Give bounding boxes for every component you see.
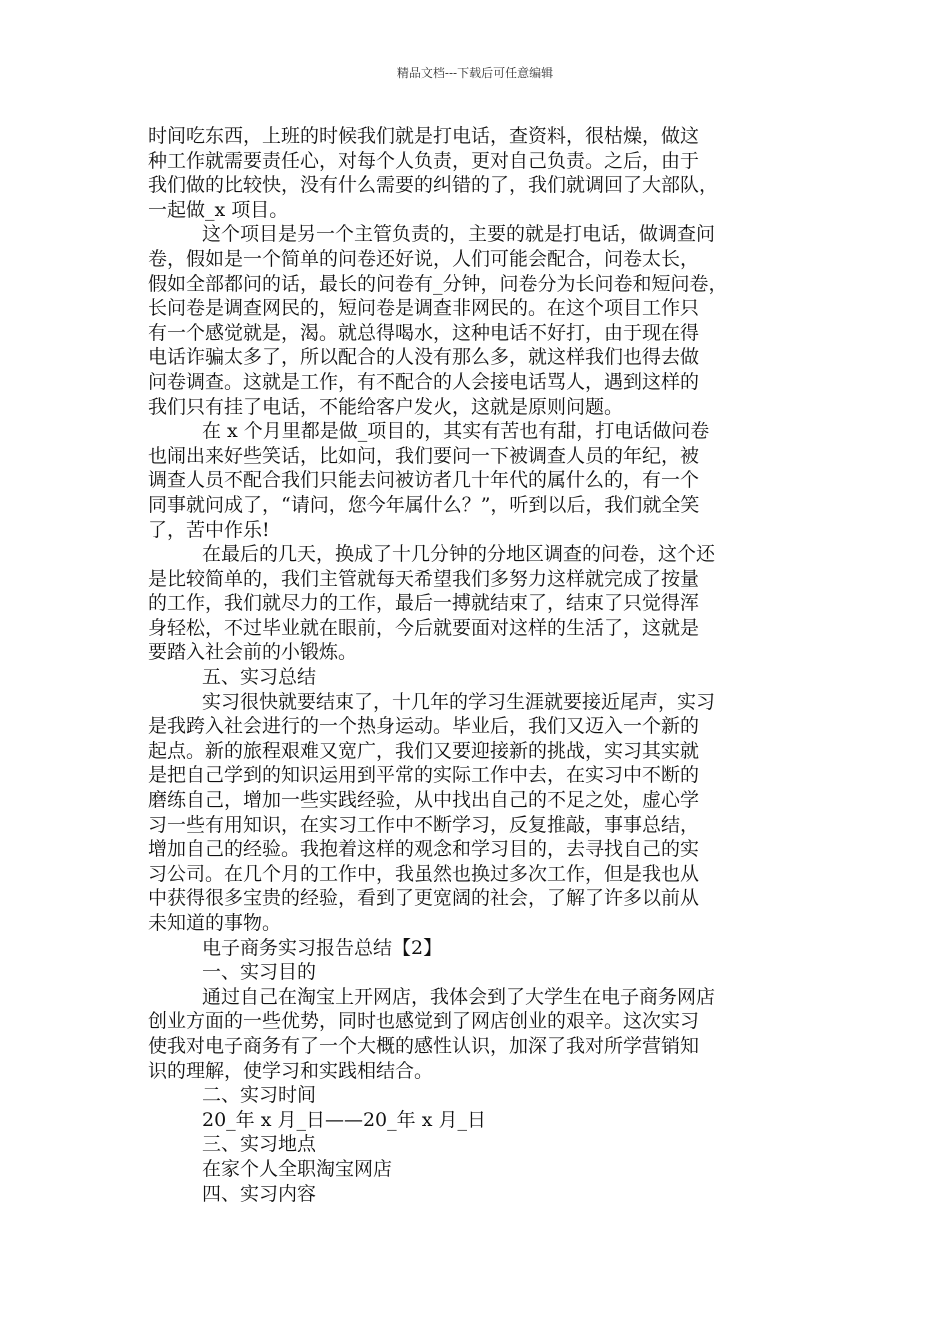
text-line: 五、实习总结 [202,666,317,689]
page-header [0,66,950,80]
text-line: 是比较简单的，我们主管就每天希望我们多努力这样就完成了按量 [148,567,700,590]
text-line: 种工作就需要责任心，对每个人负责，更对自己负责。之后，由于 [148,149,700,172]
text-line: 使我对电子商务有了一个大概的感性认识，加深了我对所学营销知 [148,1034,700,1057]
text-line: 问卷调查。这就是工作，有不配合的人会接电话骂人，遇到这样的 [148,370,700,393]
text-line: 起点。新的旅程艰难又宽广，我们又要迎接新的挑战，实习其实就 [148,739,700,762]
text-line: 三、实习地点 [202,1133,317,1156]
text-line: 身轻松，不过毕业就在眼前，今后就要面对这样的生活了，这就是 [148,616,700,639]
text-line: 要踏入社会前的小锻炼。 [148,641,358,664]
text-line: 电子商务实习报告总结【2】 [202,936,443,959]
text-line: 在 x 个月里都是做_项目的，其实有苦也有甜，打电话做问卷 [202,420,710,443]
page-header-text: 精品文档---下载后可任意编辑 [396,66,554,80]
text-line: 时间吃东西，上班的时候我们就是打电话，查资料，很枯燥，做这 [148,125,700,147]
text-line: 同事就问成了，“请问，您今年属什么？”，听到以后，我们就全笑 [148,493,700,516]
text-line: 卷，假如是一个简单的问卷还好说，人们可能会配合，问卷太长， [148,247,700,270]
text-line: 在家个人全职淘宝网店 [202,1157,393,1180]
text-line: 四、实习内容 [202,1182,317,1205]
text-line: 我们做的比较快，没有什么需要的纠错的了，我们就调回了大部队， [148,174,719,197]
text-line: 调查人员不配合我们只能去问被访者几十年代的属什么的，有一个 [148,469,700,492]
text-line: 在最后的几天，换成了十几分钟的分地区调查的问卷，这个还 [202,543,716,566]
text-line: 创业方面的一些优势，同时也感觉到了网店创业的艰辛。这次实习 [148,1010,700,1033]
text-line: 磨练自己，增加一些实践经验，从中找出自己的不足之处，虚心学 [148,789,700,812]
text-line: 一起做_x 项目。 [148,198,289,221]
text-line: 电话诈骗太多了，所以配合的人没有那么多，就这样我们也得去做 [148,346,700,369]
text-line: 是把自己学到的知识运用到平常的实际工作中去，在实习中不断的 [148,764,700,787]
text-line: 实习很快就要结束了，十几年的学习生涯就要接近尾声，实习 [202,690,716,713]
text-line: 识的理解，使学习和实践相结合。 [148,1059,434,1082]
text-line: 也闹出来好些笑话，比如问，我们要问一下被调查人员的年纪，被 [148,444,700,467]
document-body [148,124,818,1206]
text-line: 的工作，我们就尽力的工作，最后一搏就结束了，结束了只觉得浑 [148,592,700,615]
text-line: 是我跨入社会进行的一个热身运动。毕业后，我们又迈入一个新的 [148,715,700,738]
text-line: 长问卷是调查网民的，短问卷是调查非网民的。在这个项目工作只 [148,297,700,320]
text-line: 了，苦中作乐! [148,518,270,541]
text-line: 这个项目是另一个主管负责的，主要的就是打电话，做调查问 [202,223,716,246]
text-line: 有一个感觉就是，渴。就总得喝水，这种电话不好打，由于现在得 [148,321,700,344]
text-line: 未知道的事物。 [148,912,282,934]
text-line: 假如全部都问的话，最长的问卷有_分钟，问卷分为长问卷和短问卷， [148,272,728,295]
text-line: 通过自己在淘宝上开网店，我体会到了大学生在电子商务网店 [202,985,716,1008]
text-line: 二、实习时间 [202,1084,317,1107]
text-line: 增加自己的经验。我抱着这样的观念和学习目的，去寻找自己的实 [148,838,700,861]
text-line: 我们只有挂了电话，不能给客户发火，这就是原则问题。 [148,395,624,418]
text-line: 习公司。在几个月的工作中，我虽然也换过多次工作，但是我也从 [148,862,700,885]
text-line: 20_年 x 月_日——20_年 x 月_日 [202,1108,486,1131]
text-line: 习一些有用知识，在实习工作中不断学习，反复推敲，事事总结， [148,813,700,836]
text-line: 中获得很多宝贵的经验，看到了更宽阔的社会，了解了许多以前从 [148,887,700,910]
text-line: 一、实习目的 [202,961,317,984]
